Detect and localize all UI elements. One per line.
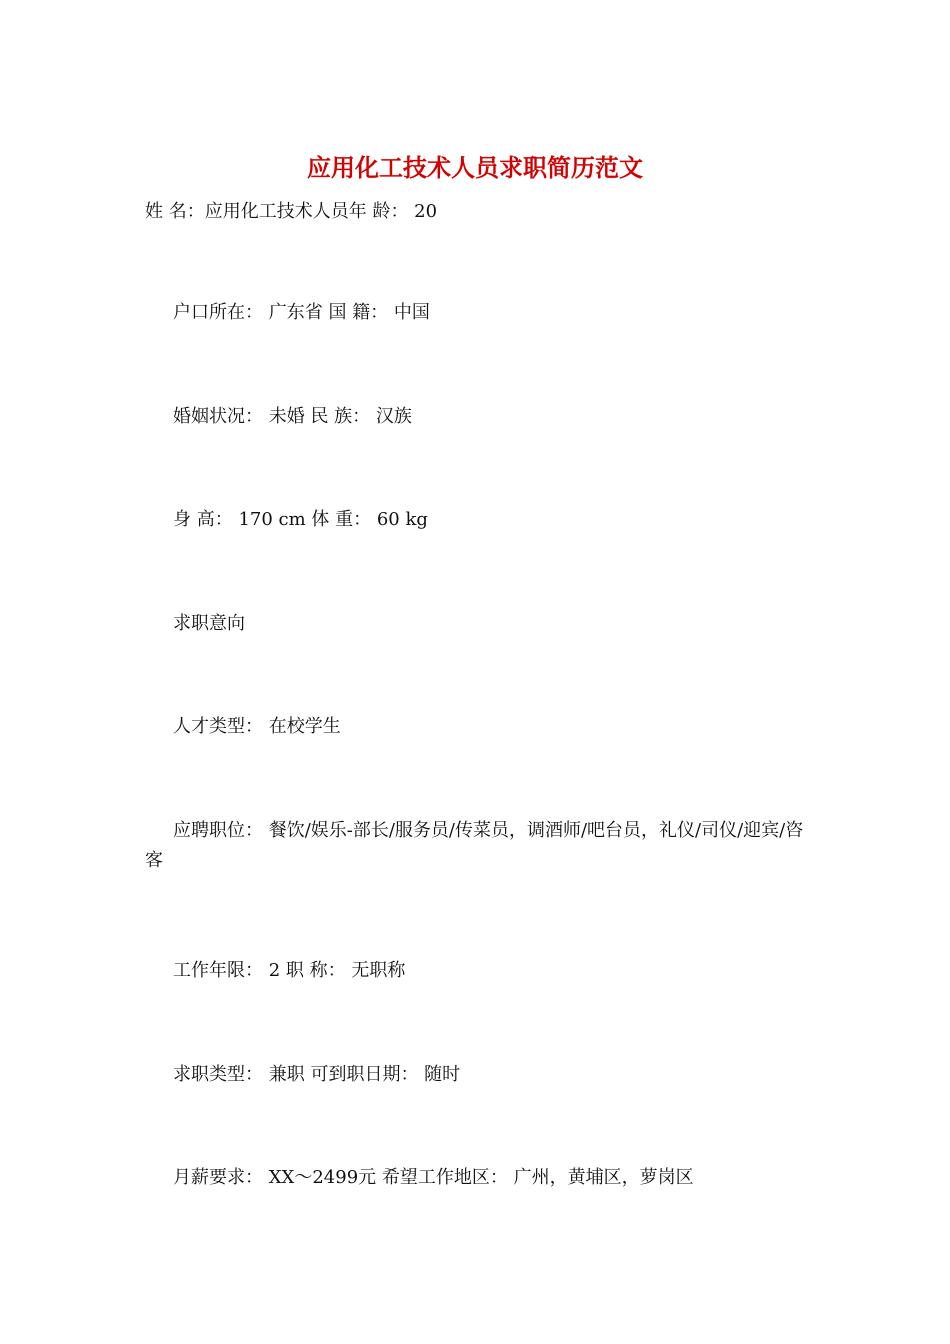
line-job-type-start-date: 求职类型： 兼职 可到职日期： 随时 [173, 1064, 461, 1085]
line-talent-type: 人才类型： 在校学生 [173, 716, 341, 737]
line-hukou-nationality: 户口所在： 广东省 国 籍： 中国 [173, 302, 430, 323]
document-title: 应用化工技术人员求职简历范文 [307, 153, 643, 182]
line-name-age: 姓 名：应用化工技术人员年 龄： 20 [145, 201, 438, 222]
line-height-weight: 身 高： 170 cm 体 重： 60 kg [173, 509, 428, 530]
line-applied-position: 应聘职位： 餐饮/娱乐-部长/服务员/传菜员，调酒师/吧台员，礼仪/司仪/迎宾/咨客 [145, 820, 804, 871]
line-work-years-title: 工作年限： 2 职 称： 无职称 [173, 960, 406, 981]
section-job-intention: 求职意向 [173, 613, 245, 634]
line-salary-location: 月薪要求： XX～2499元 希望工作地区： 广州，黄埔区，萝岗区 [173, 1167, 694, 1188]
line-marital-ethnicity: 婚姻状况： 未婚 民 族： 汉族 [173, 406, 412, 427]
